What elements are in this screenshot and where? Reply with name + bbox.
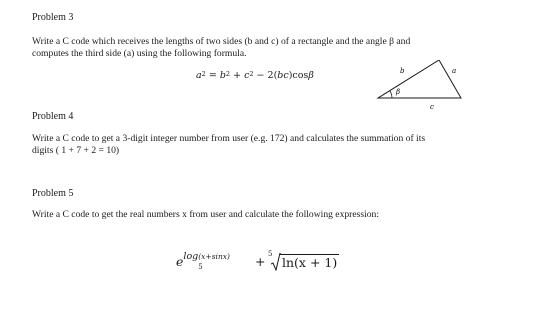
triangle-label-a: a [452, 67, 457, 75]
problem-4-heading: Problem 4 [32, 111, 74, 122]
problem-3-text-line-2: computes the third side (a) using the following formula. [32, 48, 247, 59]
triangle-diagram [372, 60, 472, 112]
problem-3-text-line-1: Write a C code which receives the lengths of two sides (b and c) of a rectangle and the angle β and [32, 36, 411, 47]
fifth-root-expression: 5 ln(x + 1) [268, 250, 338, 270]
plus-sign: + [255, 254, 266, 269]
problem-5-text-line-1: Write a C code to get the real numbers x from user and calculate the following expression: [32, 209, 380, 220]
law-of-cosines-formula: $a^2 = b^2 + c^2 - 2(bc)\cos\beta$ [196, 70, 314, 81]
problem-4-text-line-1: Write a C code to get a 3-digit integer number from user (e.g. 172) and calculates the summation of its [32, 133, 426, 144]
problem-4-text-line-2: digits ( 1 + 7 + 2 = 10) [32, 145, 120, 156]
problem-3-heading: Problem 3 [32, 12, 74, 23]
exponential-log-expression: $e^{log (x+sinx) 5}$ [176, 251, 230, 271]
triangle-label-beta: β [396, 88, 401, 96]
triangle-label-c: c [430, 103, 434, 111]
radical-sign [271, 253, 281, 271]
problem-5-heading: Problem 5 [32, 188, 74, 199]
angle-arc [390, 91, 392, 98]
triangle-label-b: b [400, 67, 405, 75]
